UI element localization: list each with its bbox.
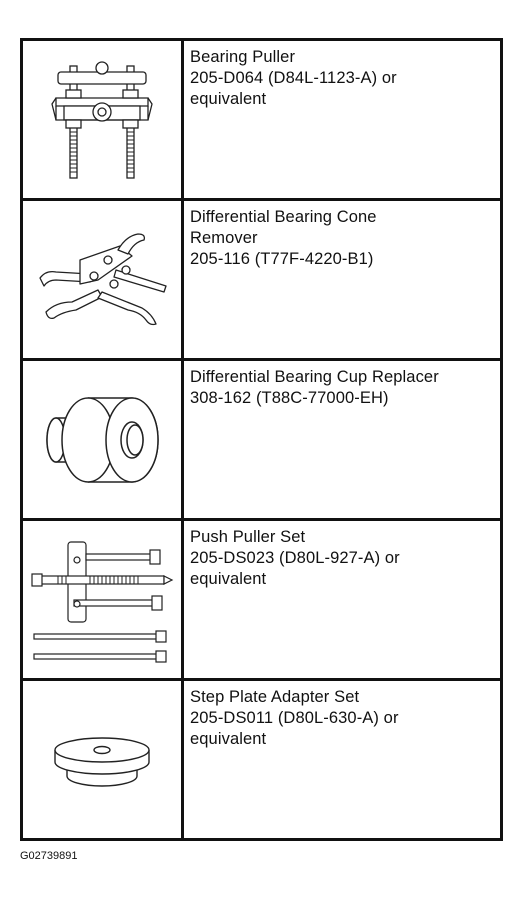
tool-illustration-cell <box>23 521 184 678</box>
tool-name: Differential Bearing Cup Replacer <box>190 368 439 386</box>
tool-illustration-cell <box>23 201 184 358</box>
tool-note: equivalent <box>190 730 267 748</box>
tool-illustration-cell <box>23 681 184 838</box>
tool-part-number: 205-DS011 (D80L-630-A) or <box>190 709 399 727</box>
tool-description <box>184 681 500 838</box>
tool-name: Differential Bearing Cone <box>190 208 377 226</box>
special-tools-table <box>20 38 503 841</box>
tool-row-push-puller-set <box>23 521 500 681</box>
tool-name-continued: Remover <box>190 229 258 247</box>
tool-description <box>184 41 500 198</box>
figure-id-label: G02739891 <box>20 850 78 862</box>
tool-note: equivalent <box>190 90 267 108</box>
tool-part-number: 205-D064 (D84L-1123-A) or <box>190 69 397 87</box>
tool-part-number: 205-116 (T77F-4220-B1) <box>190 250 374 268</box>
tool-row-step-plate-adapter-set <box>23 681 500 838</box>
tool-row-bearing-puller <box>23 41 500 201</box>
tool-description <box>184 361 500 518</box>
tool-part-number: 308-162 (T88C-77000-EH) <box>190 389 389 407</box>
push-puller-set-icon <box>28 530 176 670</box>
tool-name: Bearing Puller <box>190 48 296 66</box>
tool-name: Step Plate Adapter Set <box>190 688 360 706</box>
tool-name: Push Puller Set <box>190 528 306 546</box>
differential-bearing-cone-remover-icon <box>32 220 172 340</box>
tool-description <box>184 521 500 678</box>
tool-part-number: 205-DS023 (D80L-927-A) or <box>190 549 400 567</box>
tool-illustration-cell <box>23 41 184 198</box>
tool-row-cone-remover <box>23 201 500 361</box>
tool-description <box>184 201 500 358</box>
tool-illustration-cell <box>23 361 184 518</box>
differential-bearing-cup-replacer-icon <box>32 380 172 500</box>
step-plate-adapter-set-icon <box>47 720 157 800</box>
tool-row-cup-replacer <box>23 361 500 521</box>
tool-note: equivalent <box>190 570 267 588</box>
bearing-puller-icon <box>42 50 162 190</box>
